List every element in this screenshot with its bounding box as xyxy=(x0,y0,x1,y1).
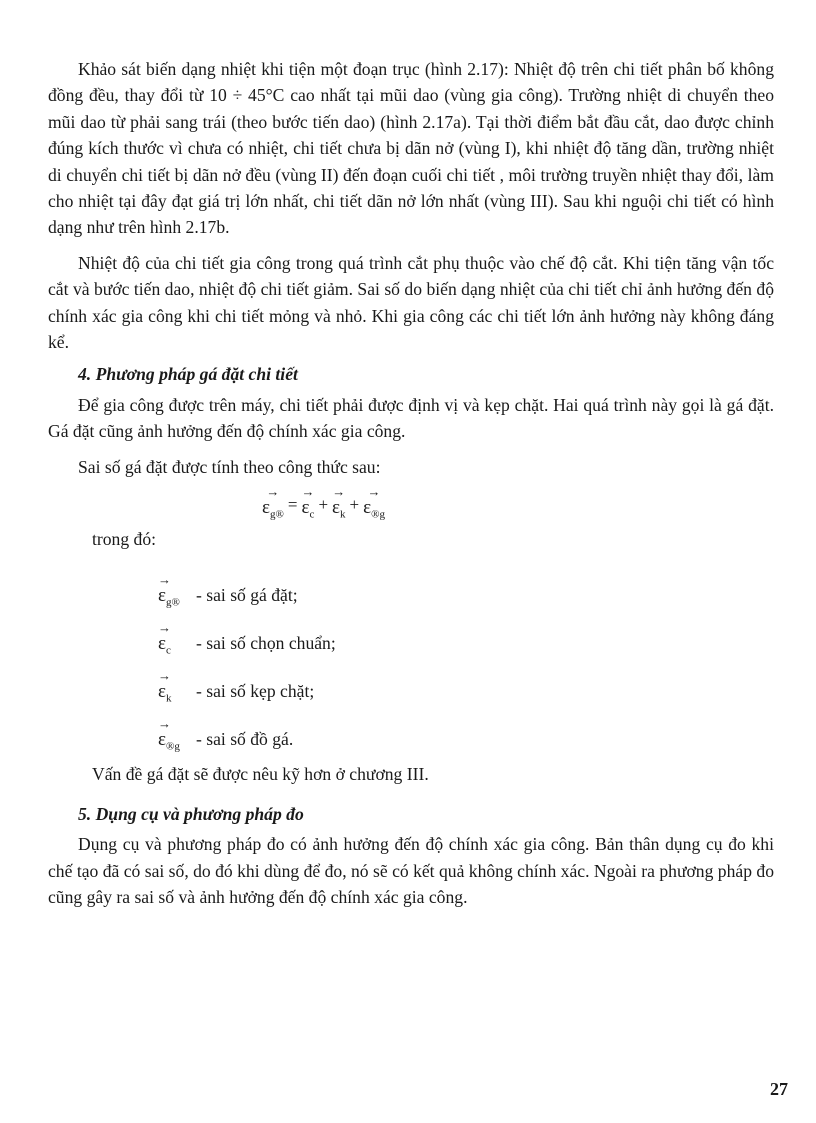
formula-equals: = xyxy=(287,494,298,514)
definition-item xyxy=(158,657,774,705)
definition-symbol xyxy=(158,667,190,705)
vector-arrow: → xyxy=(332,483,346,499)
vector-arrow: → xyxy=(266,483,280,499)
definition-text: - sai số kẹp chặt; xyxy=(196,681,315,702)
page-content xyxy=(48,56,774,911)
definition-symbol-letter: ε xyxy=(158,584,166,606)
definition-text: - sai số đồ gá. xyxy=(196,729,294,750)
section-5-heading: 5. Dụng cụ và phương pháp đo xyxy=(78,803,304,824)
definition-symbol-sub: c xyxy=(165,644,171,657)
vector-arrow: → xyxy=(301,483,315,499)
definition-item xyxy=(158,561,774,609)
formula-plus-1: + xyxy=(318,494,329,514)
formula-term-3-symbol: ε xyxy=(363,496,372,518)
vector-arrow: → xyxy=(158,619,171,635)
definition-symbol-letter: ε xyxy=(158,728,166,750)
formula-term-1 xyxy=(301,483,315,521)
definition-text: - sai số gá đặt; xyxy=(196,585,298,606)
section-4-heading: 4. Phương pháp gá đặt chi tiết xyxy=(78,364,298,385)
definition-symbol xyxy=(158,715,190,753)
formula-term-3-sub: ®g xyxy=(371,508,385,521)
formula-term-2 xyxy=(332,483,346,521)
formula-lhs-sub: g® xyxy=(269,508,284,521)
paragraph-thermal-deformation: Khảo sát biến dạng nhiệt khi tiện một đoạn trục (hình 2.17): Nhiệt độ trên chi tiết phân bố không đồng đều, thay đổi từ 10 ÷ 45°C cao nhất tại mũi dao (vùng gia công). Trường nhiệt di chuyển theo mũi dao từ phải sang trái (theo bước tiến dao) (hình 2.17a). Tại thời điểm bắt đầu cắt, dao được chỉnh đúng kích thước vì chưa có nhiệt, chi tiết chưa bị dãn nở (vùng I), khi nhiệt độ tăng dần, trường nhiệt di chuyển chi tiết bị dãn nở đều (vùng II) đến đoạn cuối chi tiết , môi trường truyền nhiệt thay đổi, làm cho nhiệt tại đây đạt giá trị lớn nhất, chi tiết dãn nở lớn nhất (vùng III). Sau khi nguội chi tiết có hình dạng như trên hình 2.17b. xyxy=(48,59,774,238)
definition-list xyxy=(158,561,774,753)
formula-term-2-sub: k xyxy=(340,508,346,521)
vector-arrow: → xyxy=(158,571,171,587)
formula-lhs xyxy=(262,483,284,521)
formula-term-1-symbol: ε xyxy=(301,496,310,518)
formula-term-1-sub: c xyxy=(309,508,315,521)
definition-symbol-letter: ε xyxy=(158,632,166,654)
section-4-paragraph-1: Để gia công được trên máy, chi tiết phải được định vị và kẹp chặt. Hai quá trình này gọi là gá đặt. Gá đặt cũng ảnh hưởng đến độ chính xác gia công. xyxy=(48,394,774,442)
definition-symbol-sub: g® xyxy=(165,596,180,609)
formula-plus-2: + xyxy=(349,494,360,514)
definition-symbol-letter: ε xyxy=(158,680,166,702)
definition-symbol xyxy=(158,619,190,657)
definition-item xyxy=(158,609,774,657)
definition-symbol xyxy=(158,571,190,609)
definition-text: - sai số chọn chuẩn; xyxy=(196,633,336,654)
page-number: 27 xyxy=(770,1079,788,1099)
section-5-paragraph: Dụng cụ và phương pháp đo có ảnh hưởng đến độ chính xác gia công. Bản thân dụng cụ đo khi chế tạo đã có sai số, do đó khi dùng để đo, nó sẽ có kết quả không chính xác. Ngoài ra phương pháp đo cũng gây ra sai số và ảnh hưởng đến độ chính xác gia công. xyxy=(48,834,774,908)
vector-arrow: → xyxy=(367,483,381,499)
vector-arrow: → xyxy=(158,667,171,683)
section-4-paragraph-2: Sai số gá đặt được tính theo công thức sau: xyxy=(78,456,381,477)
vector-arrow: → xyxy=(158,715,171,731)
definition-symbol-sub: ®g xyxy=(165,740,180,753)
formula-term-2-symbol: ε xyxy=(332,496,341,518)
paragraph-cutting-temperature: Nhiệt độ của chi tiết gia công trong quá trình cắt phụ thuộc vào chế độ cắt. Khi tiện tăng vận tốc cắt và bước tiến dao, nhiệt độ chi tiết giảm. Sai số do biến dạng nhiệt của chi tiết chỉ ảnh hưởng đến độ chính xác gia công khi chi tiết mỏng và nhỏ. Khi gia công các chi tiết lớn ảnh hưởng này không đáng kể. xyxy=(48,252,774,353)
definition-symbol-sub: k xyxy=(165,692,172,705)
formula-term-3 xyxy=(363,483,385,521)
section-4-note: Vấn đề gá đặt sẽ được nêu kỹ hơn ở chương III. xyxy=(92,763,429,784)
formula-lhs-symbol: ε xyxy=(262,496,270,518)
setup-error-formula xyxy=(48,483,774,521)
where-label: trong đó: xyxy=(92,529,157,550)
definition-item xyxy=(158,705,774,753)
